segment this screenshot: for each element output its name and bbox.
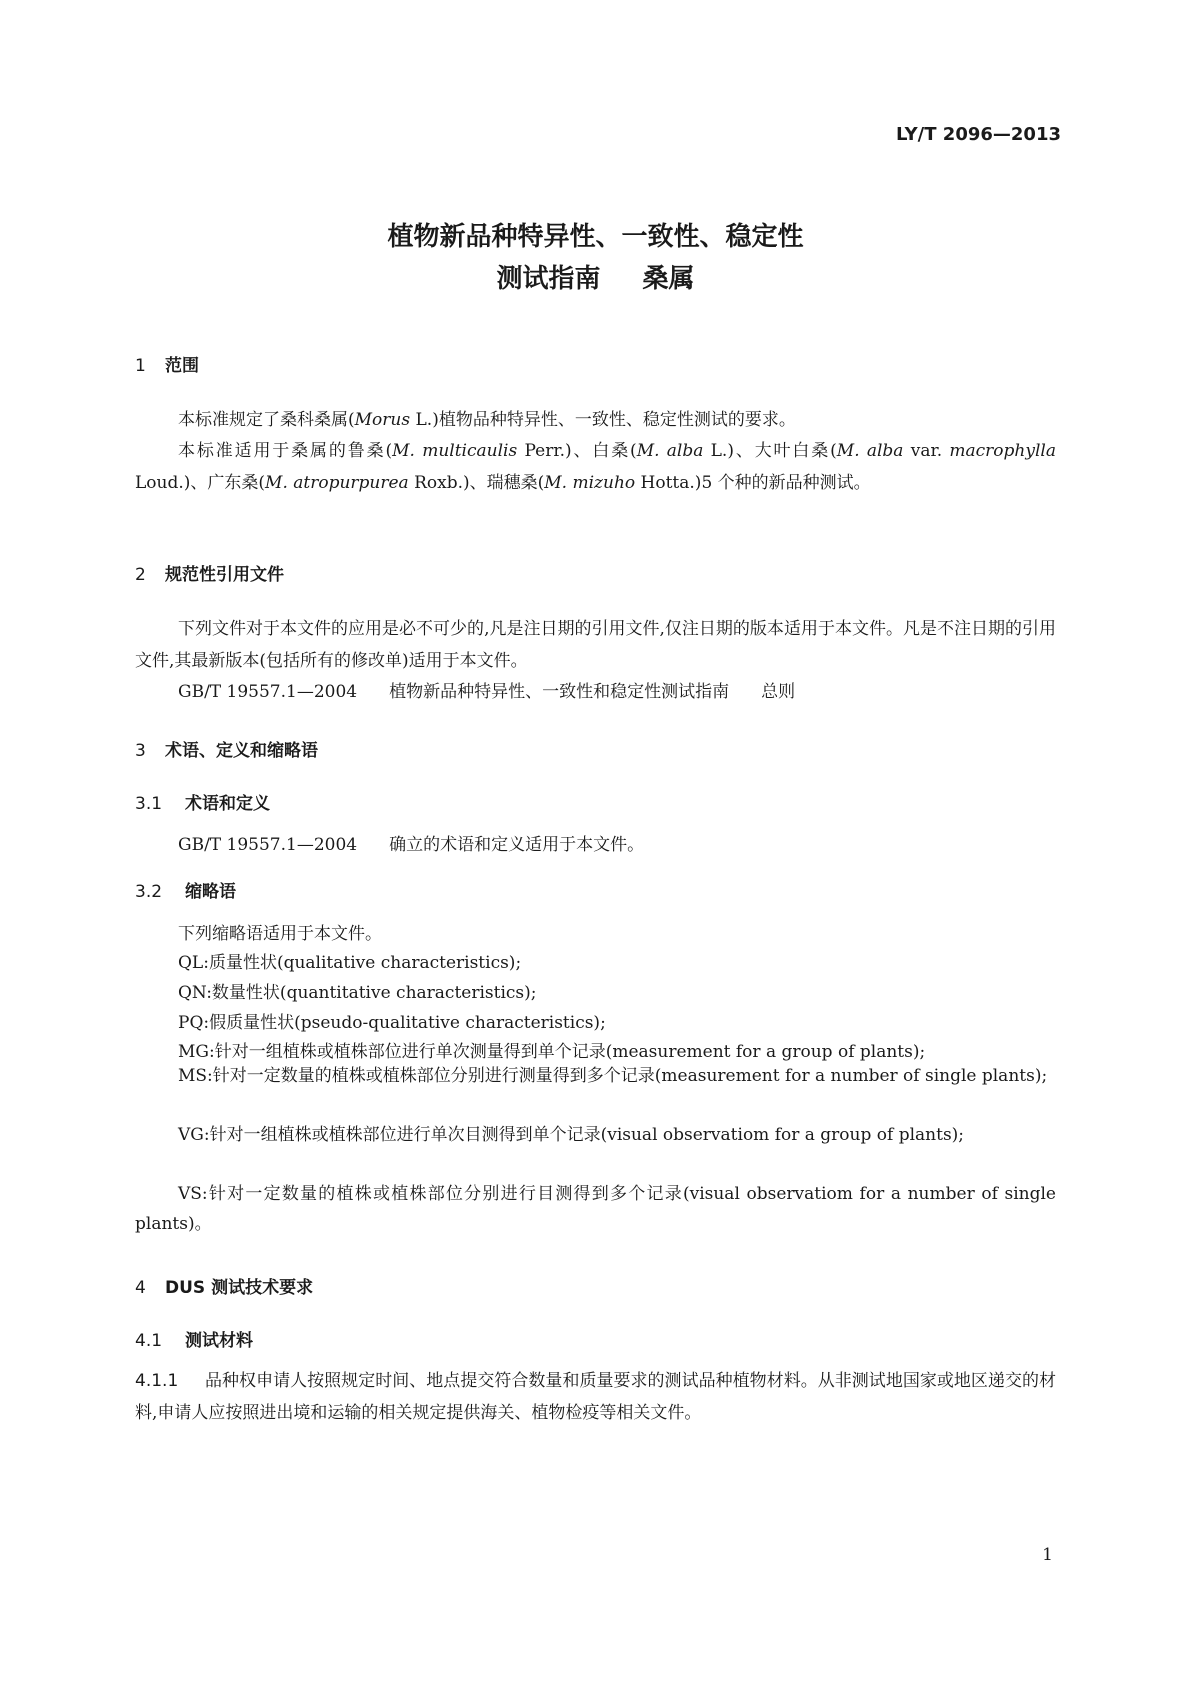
section-title: 测试材料	[185, 1331, 253, 1351]
page-number: 1	[1042, 1545, 1053, 1565]
section-number: 3.2	[135, 882, 163, 902]
section-4-heading	[135, 1273, 313, 1298]
section-title: DUS 测试技术要求	[165, 1278, 314, 1298]
title-part-genus: 桑属	[642, 264, 695, 294]
clause-number: 4.1.1	[135, 1371, 179, 1391]
latin-name: M. alba	[836, 441, 904, 461]
text-segment: L.)植物品种特异性、一致性、稳定性测试的要求。	[410, 410, 796, 430]
latin-name: M. alba	[636, 441, 704, 461]
section-number: 3.1	[135, 794, 163, 814]
section-1-heading	[135, 351, 199, 376]
section-4-1-1-paragraph	[135, 1366, 1056, 1429]
text-segment: Roxb.)、瑞穗桑(	[408, 472, 545, 493]
abbreviation-ql: QL:质量性状(qualitative characteristics);	[178, 953, 522, 973]
abbreviation-qn: QN:数量性状(quantitative characteristics);	[178, 983, 537, 1003]
section-title: 术语和定义	[185, 794, 270, 814]
section-3-1-heading	[135, 789, 270, 814]
latin-name: M. mizuho	[544, 472, 636, 493]
abbreviation-ms: MS:针对一定数量的植株或植株部位分别进行测量得到多个记录(measurement for a number of single plants);	[178, 1066, 1048, 1086]
standard-code: LY/T 2096—2013	[895, 124, 1061, 145]
abbreviation-vg: VG:针对一组植株或植株部位进行单次目测得到单个记录(visual observatiom for a group of plants);	[178, 1125, 965, 1145]
section-3-heading	[135, 736, 318, 761]
section-title: 术语、定义和缩略语	[165, 741, 318, 761]
section-4-1-heading	[135, 1326, 253, 1351]
text-segment: Loud.)、广东桑(	[135, 472, 266, 493]
section-number: 4	[135, 1278, 146, 1298]
abbreviation-vs: VS:针对一定数量的植株或植株部位分别进行目测得到多个记录(visual observatiom for a number of single plants)。	[135, 1184, 1056, 1234]
reference-code: GB/T 19557.1—2004	[178, 682, 358, 702]
reference-title: 植物新品种特异性、一致性和稳定性测试指南	[389, 682, 730, 702]
section-number: 4.1	[135, 1331, 163, 1351]
reference-code: GB/T 19557.1—2004	[178, 835, 358, 855]
section-1-paragraph-2	[135, 436, 1056, 499]
section-2-paragraph-1: 下列文件对于本文件的应用是必不可少的,凡是注日期的引用文件,仅注日期的版本适用于本文件。凡是不注日期的引用文件,其最新版本(包括所有的修改单)适用于本文件。	[135, 619, 1056, 671]
document-title-line2	[0, 258, 1191, 295]
section-3-1-text	[178, 830, 644, 855]
section-title: 规范性引用文件	[165, 565, 284, 585]
text-segment: L.)、大叶白桑(	[703, 441, 837, 461]
normative-reference	[178, 677, 795, 702]
clause-text: 品种权申请人按照规定时间、地点提交符合数量和质量要求的测试品种植物材料。从非测试地国家或地区递交的材料,申请人应按照进出境和运输的相关规定提供海关、植物检疫等相关文件。	[135, 1371, 1056, 1423]
text-segment: 本标准规定了桑科桑属(	[178, 410, 355, 430]
text-segment: Hotta.)5 个种的新品种测试。	[635, 472, 871, 493]
text-segment: Perr.)、白桑(	[517, 441, 637, 461]
text-segment: var.	[903, 441, 950, 461]
section-2-heading	[135, 560, 284, 585]
section-1-paragraph-1	[135, 405, 1056, 437]
title-part-guide: 测试指南	[496, 264, 601, 294]
section-title: 缩略语	[185, 882, 236, 902]
section-number: 2	[135, 565, 146, 585]
document-title-line1: 植物新品种特异性、一致性、稳定性	[387, 222, 804, 252]
abbreviation-mg: MG:针对一组植株或植株部位进行单次测量得到单个记录(measurement for a group of plants);	[178, 1042, 926, 1062]
section-3-2-heading	[135, 877, 236, 902]
latin-name: M. multicaulis	[392, 441, 518, 461]
reference-suffix: 总则	[761, 682, 796, 702]
abbreviation-pq: PQ:假质量性状(pseudo-qualitative characteristics);	[178, 1013, 606, 1033]
latin-name: Morus	[354, 410, 411, 430]
latin-name: macrophylla	[949, 441, 1056, 461]
abbreviation-intro: 下列缩略语适用于本文件。	[178, 924, 382, 944]
section-title: 范围	[165, 356, 199, 376]
text-segment: 本标准适用于桑属的鲁桑(	[178, 441, 393, 461]
definition-text: 确立的术语和定义适用于本文件。	[389, 835, 645, 855]
latin-name: M. atropurpurea	[265, 472, 409, 493]
section-number: 3	[135, 741, 146, 761]
section-number: 1	[135, 356, 146, 376]
